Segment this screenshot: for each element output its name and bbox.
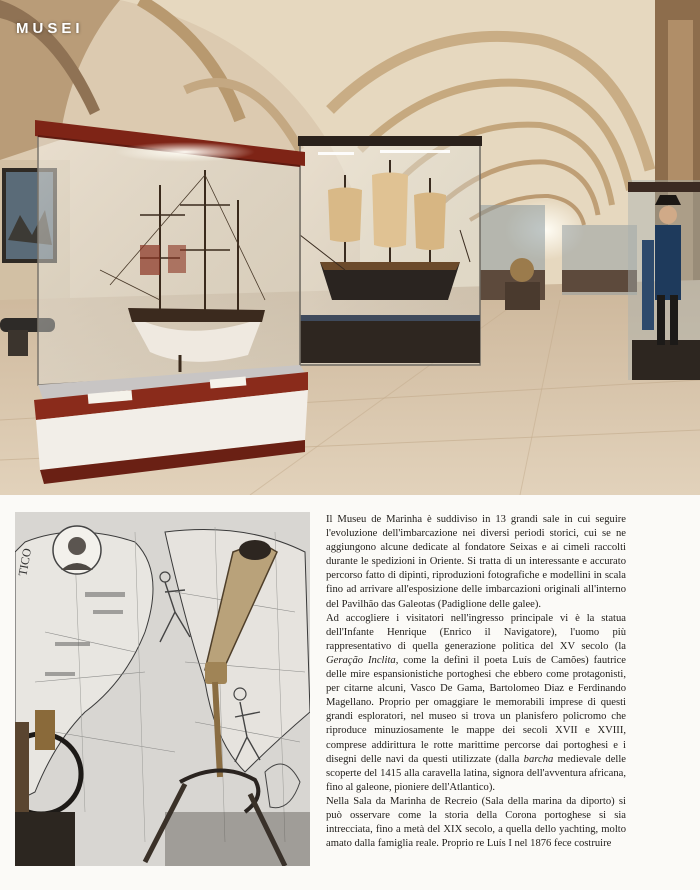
paragraph-1: Il Museu de Marinha è suddiviso in 13 grandi sale in cui seguire l'evoluzione dell'imbarcazione nei diversi periodi storici, cui se ne aggiungono alcune dedicate al fondatore Seixas e ai cimeli raccolti durante le spedizioni in Oriente. Si tratta di un interessante e accurato percorso fatto di dipinti, riproduzioni fotografiche e modellini in scala fino ad arrivare all'esposizione delle imbarcazioni originali all'interno del Pavilhão das Galeotas (Padiglione delle galee).	[326, 514, 626, 610]
paragraph-2-part-b: , come la definì il poeta Luís de Camões) fautrice delle mire espansionistiche portoghesi che ebbero come protagonisti, per citarne alcuni, Vasco De Gama, Bartolomeo Diaz e Ferdinando Magellano. Proprio per omaggiare le memorabili imprese di questi grandi esploratori, nel museo si trova un planisfero policromo che riproduce minuziosamente le mappe dei secoli XVII e XVIII, comprese addirittura le rotte marittime percorse dai portoghesi e i disegni delle navi da questi utilizzate (dalla	[326, 654, 626, 765]
paragraph-2-part-c: medievale delle scoperte del 1415 alla caravella latina, signora dell'avventura africana, fino al galeone, pioniere dell'Atlantico).	[326, 753, 626, 793]
paragraph-2-part-a: Ad accogliere i visitatori nell'ingresso principale vi è la statua dell'Infante Henrique (Enrico il Navigatore), l'uomo più rappresentativo di quella generazione politica del XV secolo (la	[326, 612, 626, 652]
italic-term-geracao: Geração Inclita	[326, 654, 396, 666]
section-label: MUSEI	[16, 20, 84, 37]
paragraph-2	[326, 612, 626, 795]
article-body	[326, 513, 626, 851]
italic-term-barcha: barcha	[523, 753, 554, 765]
planisphere-illustration	[15, 512, 310, 866]
paragraph-3: Nella Sala da Marinha de Recreio (Sala della marina da diporto) si può osservare come la storia della Corona portoghese si sia intrecciata, fino a metà del XIX secolo, a quella dello yachting, molto amato dalla famiglia reale. Proprio re Luís I nel 1876 fece costruire	[326, 795, 626, 850]
svg-text:TICO: TICO	[15, 547, 35, 578]
map-telescope-photo	[15, 512, 310, 866]
